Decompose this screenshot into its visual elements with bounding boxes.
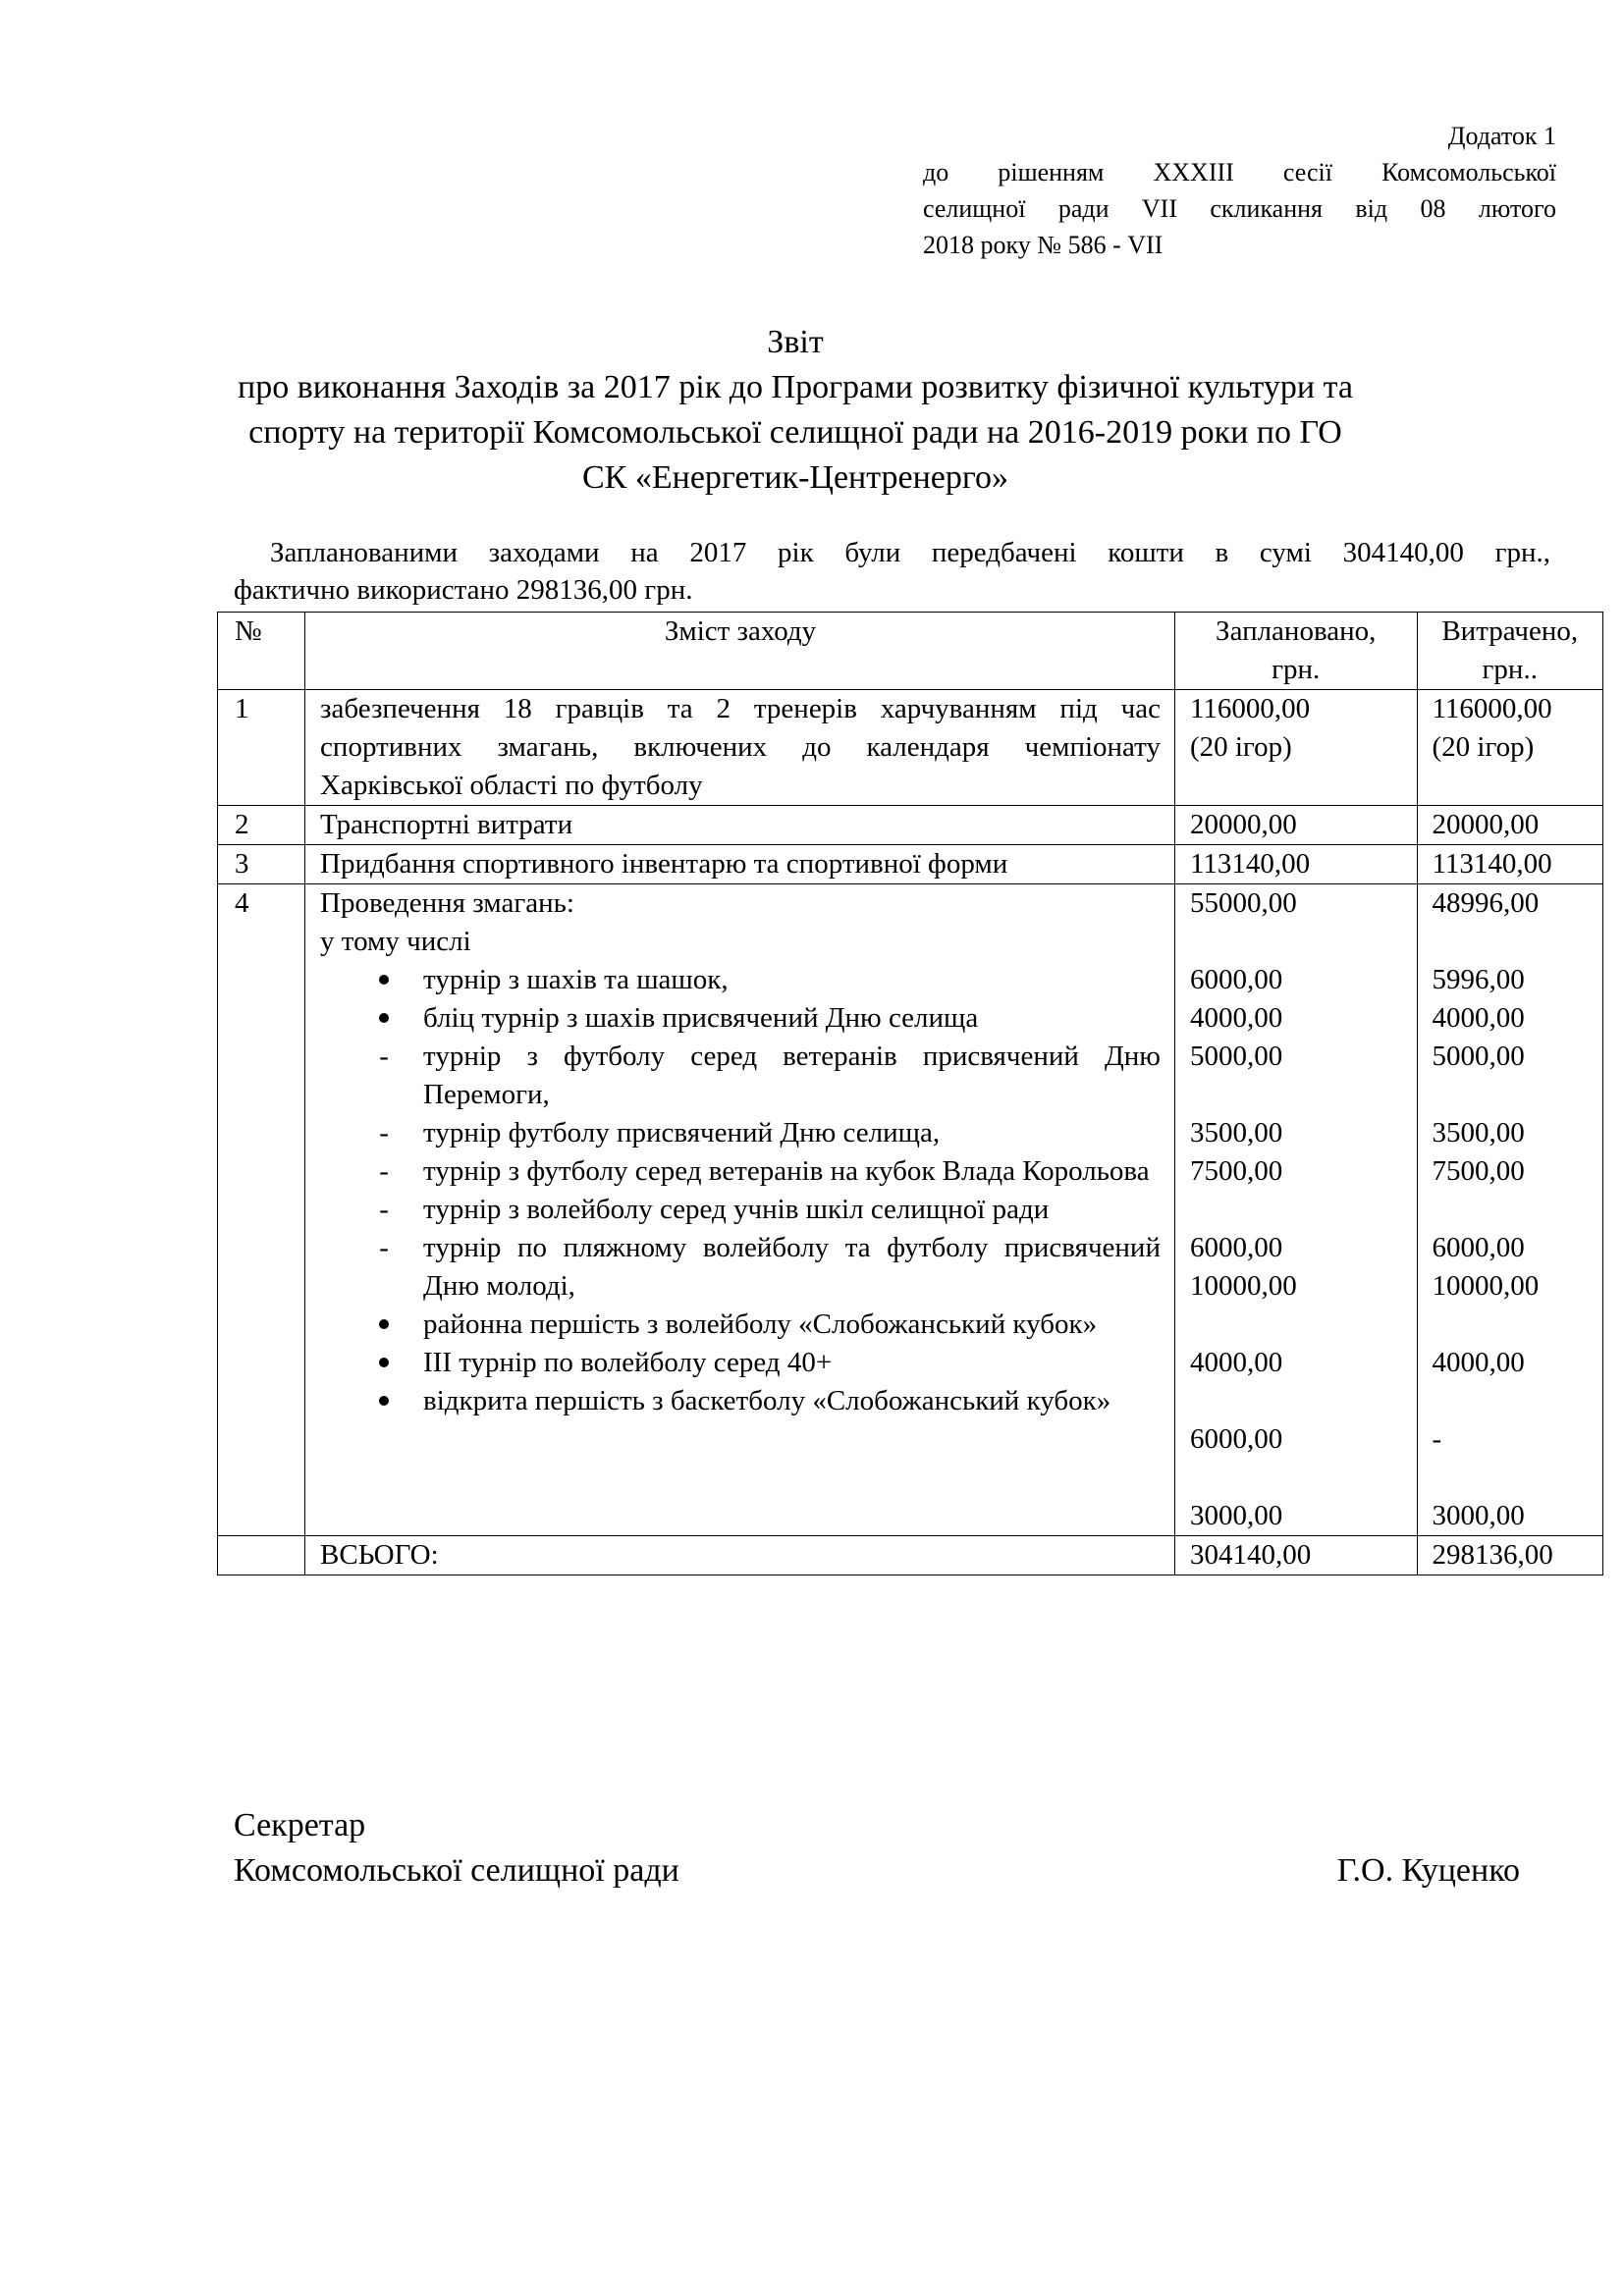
header-planned-label: Запланованo, (1216, 615, 1377, 647)
bullet-icon (374, 961, 394, 999)
row-planned-value: 116000,00 (1189, 693, 1311, 724)
sub-item-text: турнір з футболу серед ветеранів на кубок Влада Корольова (423, 1155, 1150, 1187)
sub-item (320, 1191, 1161, 1229)
row-number: 4 (218, 884, 305, 1536)
sub-spent-value: 5000,00 (1432, 1041, 1525, 1072)
intro-line-1: Запланованими заходами на 2017 рік були передбачені кошти в сумі 304140,00 грн., (270, 537, 1550, 568)
row-planned (1174, 884, 1417, 1536)
sub-item-text: турнір з шахів та шашок, (423, 964, 729, 995)
bullet-icon (374, 1306, 394, 1344)
signature-row (234, 1848, 1520, 1894)
sub-planned-value: 6000,00 (1189, 1423, 1283, 1455)
sub-item (320, 1152, 1161, 1191)
header-no: № (218, 613, 305, 690)
sub-item-list (320, 961, 1161, 1420)
row-number: 1 (218, 690, 305, 806)
sub-item (320, 1038, 1161, 1114)
header-spent (1417, 613, 1603, 690)
sub-item-text: турнір з волейболу серед учнів шкіл селищної ради (423, 1194, 1050, 1225)
sub-spent-value: 3500,00 (1432, 1117, 1525, 1148)
row-spent-value: 113140,00 (1417, 845, 1603, 884)
sub-planned-value: 6000,00 (1189, 964, 1283, 995)
bullet-icon (374, 999, 394, 1038)
sub-item (320, 1344, 1161, 1382)
sub-item-text: турнір футболу присвячений Дню селища, (423, 1117, 941, 1148)
header-planned-unit: грн. (1272, 654, 1321, 685)
bullet-icon (374, 1344, 394, 1382)
sub-item-text: турнір з футболу серед ветеранів присвячений Дню Перемоги, (423, 1041, 1161, 1110)
row-spent-note: (20 ігор) (1432, 731, 1535, 763)
sub-item-text: бліц турнір з шахів присвячений Дню селища (423, 1002, 979, 1034)
sub-item-text: районна першість з волейболу «Слобожанський кубок» (423, 1308, 1098, 1340)
row-content-sub-intro: у тому числі (320, 926, 471, 957)
signature-role: Секретар (234, 1807, 366, 1843)
sub-item (320, 961, 1161, 999)
appendix-line-1: до рішенням XXXIII сесії Комсомольської (923, 158, 1556, 187)
header-planned (1174, 613, 1417, 690)
sub-spent-value: - (1432, 1423, 1442, 1455)
header-content: Зміст заходу (305, 613, 1175, 690)
row-spent-value: 48996,00 (1432, 887, 1540, 919)
row-content (305, 884, 1175, 1536)
total-label: ВСЬОГО: (305, 1536, 1175, 1575)
row-planned-note: (20 ігор) (1189, 731, 1292, 763)
report-title-line-2: про виконання Заходів за 2017 рік до Програми розвитку фізичної культури та (238, 369, 1353, 405)
appendix-block (923, 118, 1556, 263)
sub-item (320, 1229, 1161, 1306)
table-header-row (218, 613, 1603, 690)
table-row (218, 806, 1603, 845)
row-content-title: Проведення змагань: (320, 887, 574, 919)
signature-block (234, 1803, 1520, 1894)
sub-spent-value: 5996,00 (1432, 964, 1525, 995)
sub-planned-value: 4000,00 (1189, 1347, 1283, 1378)
row-spent-value: 116000,00 (1432, 693, 1552, 724)
table-total-row (218, 1536, 1603, 1575)
sub-planned-value: 3500,00 (1189, 1117, 1283, 1148)
dash-icon: - (379, 1117, 389, 1148)
sub-spent-value: 4000,00 (1432, 1002, 1525, 1034)
sub-spent-value: 7500,00 (1432, 1155, 1525, 1187)
sub-planned-value: 7500,00 (1189, 1155, 1283, 1187)
row-content: Придбання спортивного інвентарю та спортивної форми (305, 845, 1175, 884)
dash-icon: - (379, 1155, 389, 1187)
sub-item-text: турнір по пляжному волейболу та футболу присвячений Дню молоді, (423, 1232, 1161, 1302)
row-spent (1417, 690, 1603, 806)
sub-planned-value: 4000,00 (1189, 1002, 1283, 1034)
report-title-line-1: Звіт (767, 324, 824, 360)
row-content: забезпечення 18 гравців та 2 тренерів харчуванням під час спортивних змагань, включених до календаря чемпіонату Харківської області по футболу (305, 690, 1175, 806)
sub-item (320, 999, 1161, 1038)
total-planned: 304140,00 (1174, 1536, 1417, 1575)
table-row (218, 884, 1603, 1536)
dash-icon: - (379, 1232, 389, 1263)
appendix-title: Додаток 1 (1447, 122, 1556, 150)
sub-item (320, 1306, 1161, 1344)
table-row (218, 845, 1603, 884)
sub-item-text: відкрита першість з баскетболу «Слобожанський кубок» (423, 1385, 1111, 1416)
report-title-line-3: спорту на території Комсомольської селищної ради на 2016-2019 роки по ГО (248, 414, 1342, 451)
row-content: Транспортні витрати (305, 806, 1175, 845)
signature-org: Комсомольської селищної ради (234, 1852, 679, 1889)
report-table (217, 612, 1603, 1575)
sub-planned-value: 10000,00 (1189, 1270, 1297, 1302)
row-planned-value: 20000,00 (1174, 806, 1417, 845)
row-planned (1174, 690, 1417, 806)
report-title (196, 320, 1394, 501)
row-spent (1417, 884, 1603, 1536)
header-spent-unit: грн.. (1482, 654, 1538, 685)
row-spent-value: 20000,00 (1417, 806, 1603, 845)
sub-planned-value: 5000,00 (1189, 1041, 1283, 1072)
sub-spent-value: 6000,00 (1432, 1232, 1525, 1263)
total-spent: 298136,00 (1417, 1536, 1603, 1575)
row-planned-value: 55000,00 (1189, 887, 1297, 919)
dash-icon: - (379, 1194, 389, 1225)
sub-spent-value: 10000,00 (1432, 1270, 1540, 1302)
row-planned-value: 113140,00 (1174, 845, 1417, 884)
sub-item (320, 1382, 1161, 1420)
intro-line-2: фактично використано 298136,00 грн. (234, 574, 693, 606)
sub-item (320, 1114, 1161, 1152)
report-title-line-4: СК «Енергетик-Центренерго» (582, 459, 1008, 496)
sub-spent-value: 4000,00 (1432, 1347, 1525, 1378)
dash-icon: - (379, 1041, 389, 1072)
header-spent-label: Витрачено, (1441, 615, 1579, 647)
row-number: 2 (218, 806, 305, 845)
appendix-line-3: 2018 року № 586 - VII (923, 231, 1164, 259)
intro-paragraph (234, 534, 1550, 609)
bullet-icon (374, 1382, 394, 1420)
sub-spent-value: 3000,00 (1432, 1500, 1525, 1531)
sub-planned-value: 6000,00 (1189, 1232, 1283, 1263)
appendix-line-2: селищної ради VII скликання від 08 лютого (923, 194, 1556, 223)
row-number: 3 (218, 845, 305, 884)
signature-name: Г.О. Куценко (1336, 1852, 1520, 1889)
table-row (218, 690, 1603, 806)
sub-planned-value: 3000,00 (1189, 1500, 1283, 1531)
sub-item-text: III турнір по волейболу серед 40+ (423, 1347, 833, 1378)
total-empty-cell (218, 1536, 305, 1575)
